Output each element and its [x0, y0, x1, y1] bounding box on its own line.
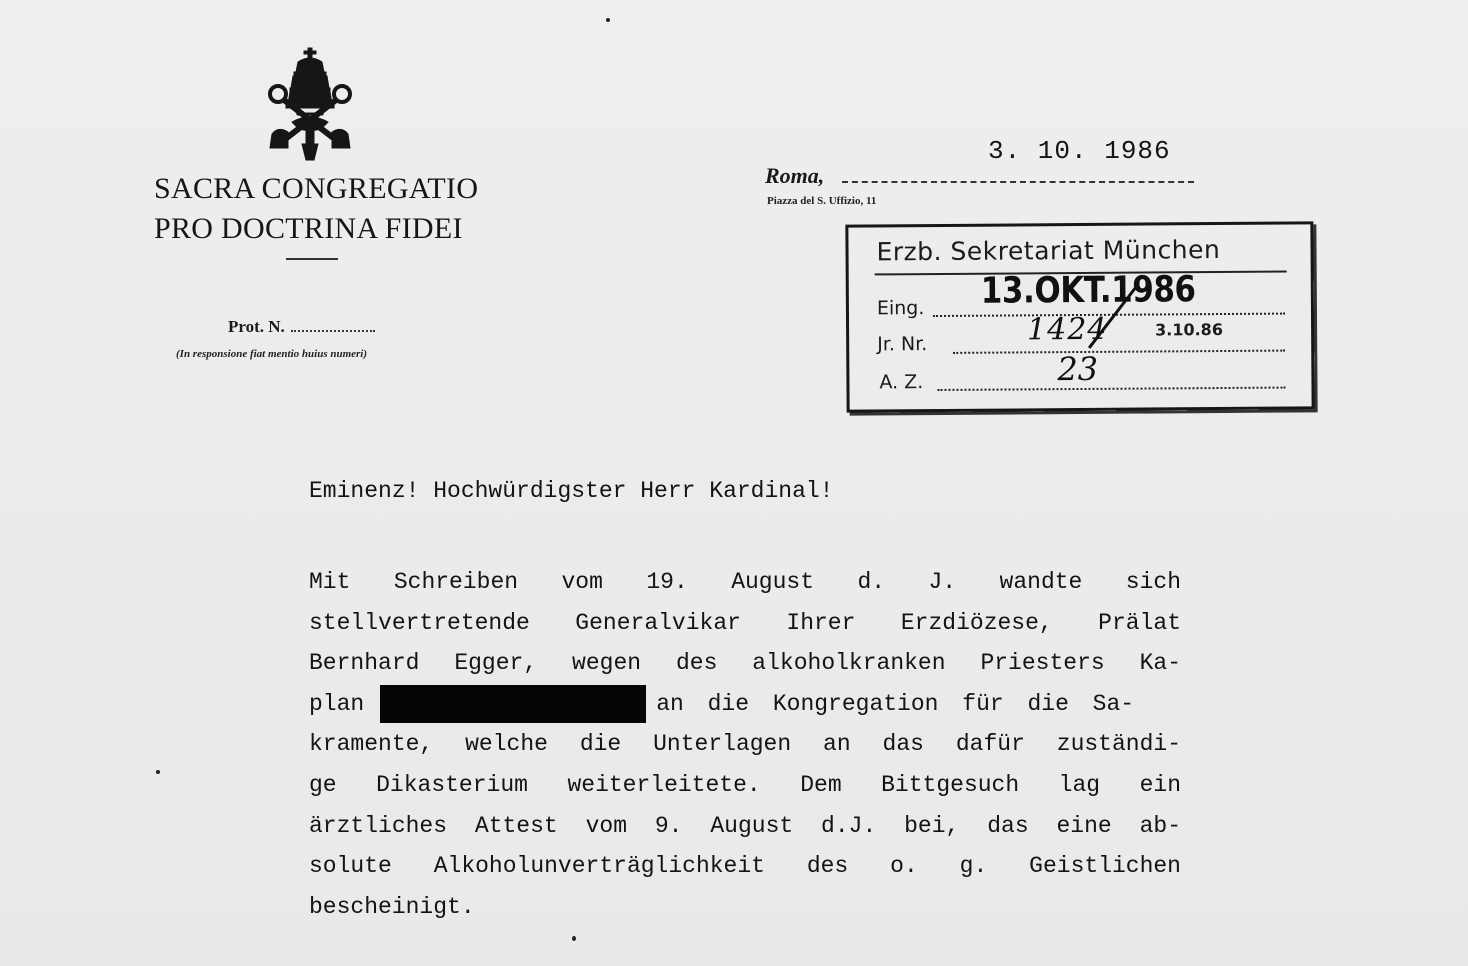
text-line-redacted [309, 684, 1181, 725]
salutation: Eminenz! Hochwürdigster Herr Kardinal! [309, 478, 834, 504]
stamp-eing-line [933, 313, 1285, 317]
paper-speck [156, 770, 160, 774]
stamp-eing-label: Eing. [876, 297, 925, 320]
place-date-line [842, 181, 1194, 183]
letter-date: 3. 10. 1986 [988, 136, 1171, 166]
stamp-journal-number: 1424 [1026, 311, 1108, 348]
stamp-title: Erzb. Sekretariat München [876, 235, 1221, 267]
text-line: bescheinigt. [309, 893, 475, 920]
redaction-bar [380, 685, 646, 723]
protocol-note: (In responsione fiat mentio huius numeri) [176, 348, 368, 360]
letter-paragraph [309, 562, 1181, 927]
text-line: stellvertretende Generalvikar Ihrer Erzdiözese, Prälat [309, 609, 1181, 636]
sender-address: Piazza del S. Uffizio, 11 [767, 195, 877, 207]
protocol-number [228, 317, 375, 337]
place-label: Roma, [765, 163, 825, 188]
receipt-stamp [845, 221, 1314, 412]
text-line: Bernhard Egger, wegen des alkoholkranken Priesters Ka- [309, 650, 1181, 677]
org-name-line2: PRO DOCTRINA FIDEI [154, 212, 463, 245]
text-fragment: plan [309, 690, 365, 717]
text-line: kramente, welche die Unterlagen an das dafür zuständi- [309, 731, 1181, 758]
protocol-label: Prot. N. [228, 317, 285, 336]
text-line: Mit Schreiben vom 19. August d. J. wandte sich [309, 569, 1181, 595]
protocol-blank-line [291, 318, 375, 332]
text-line: ärztliches Attest vom 9. August d.J. bei, das eine ab- [309, 812, 1181, 839]
stamp-az-label: A. Z. [879, 371, 924, 394]
stamp-file-reference: 23 [1057, 349, 1099, 389]
papal-keys-tiara-icon [262, 46, 358, 164]
text-fragment: an die Kongregation für die Sa- [656, 690, 1135, 717]
paper-speck [572, 936, 576, 941]
text-line: solute Alkoholunverträglichkeit des o. g. Geistlichen [309, 853, 1181, 880]
paper-speck [606, 18, 610, 22]
letterhead-divider [286, 258, 338, 260]
org-name-line1: SACRA CONGREGATIO [154, 172, 479, 205]
stamp-received-date: 13.OKT.1986 [980, 269, 1196, 312]
text-line: ge Dikasterium weiterleitete. Dem Bittgesuch lag ein [309, 771, 1181, 798]
stamp-jnr-label: Jr. Nr. [877, 333, 928, 356]
stamp-jnr-line [953, 350, 1285, 354]
stamp-journal-date: 3.10.86 [1155, 320, 1223, 340]
stamp-az-line [937, 387, 1285, 391]
